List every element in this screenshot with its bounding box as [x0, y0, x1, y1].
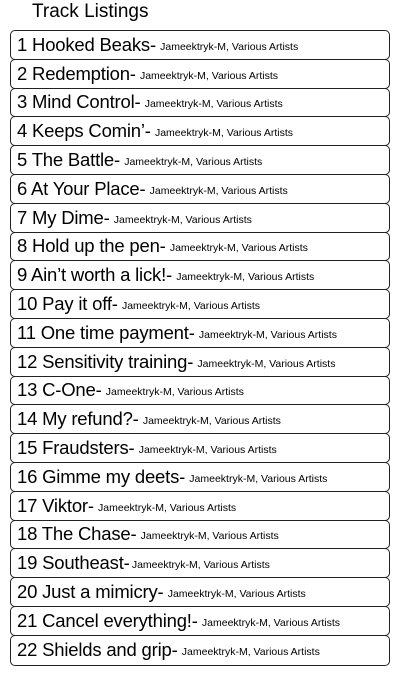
track-separator: -: [95, 379, 102, 401]
track-row[interactable]: [10, 404, 390, 434]
track-separator: -: [149, 33, 157, 55]
track-artists: Jameektryk-M, Various Artists: [131, 559, 270, 572]
track-title: 1 Hooked Beaks: [17, 33, 150, 55]
track-row[interactable]: [10, 635, 390, 666]
track-row[interactable]: [10, 145, 390, 175]
track-separator: -: [114, 149, 121, 171]
track-separator: -: [187, 350, 194, 372]
track-separator: -: [132, 408, 139, 430]
track-row[interactable]: [10, 260, 390, 290]
track-title: 5 The Battle: [17, 149, 115, 171]
track-row[interactable]: [10, 376, 390, 406]
track-row[interactable]: [10, 289, 390, 319]
track-title: 13 C-One: [17, 379, 96, 401]
track-row[interactable]: [10, 577, 390, 607]
track-separator: -: [171, 639, 178, 661]
track-title: 3 Mind Control: [17, 91, 135, 113]
track-separator: -: [179, 465, 186, 487]
track-title: 20 Just a mimicry: [17, 581, 158, 603]
track-title: 14 My refund?: [17, 408, 133, 430]
track-row[interactable]: [10, 548, 390, 578]
track-title: 11 One time payment: [17, 321, 189, 343]
track-separator: -: [111, 293, 118, 315]
track-separator: -: [139, 177, 146, 199]
track-artists: Jameektryk-M, Various Artists: [105, 386, 244, 399]
track-row[interactable]: [10, 491, 390, 521]
track-title: 15 Fraudsters: [17, 437, 129, 459]
track-title: 17 Viktor: [17, 494, 88, 516]
track-title: 16 Gimme my deets: [17, 465, 180, 487]
track-separator: -: [144, 120, 151, 142]
track-artists: Jameektryk-M, Various Artists: [198, 328, 337, 341]
track-separator: -: [157, 581, 164, 603]
track-row[interactable]: [10, 174, 390, 204]
track-artists: Jameektryk-M, Various Artists: [189, 472, 328, 485]
track-separator: -: [188, 321, 195, 343]
track-artists: Jameektryk-M, Various Artists: [98, 501, 237, 514]
track-separator: -: [134, 91, 141, 113]
track-row[interactable]: [10, 30, 390, 60]
track-row[interactable]: [10, 606, 390, 636]
track-artists: Jameektryk-M, Various Artists: [149, 184, 288, 197]
track-separator: -: [103, 206, 110, 228]
track-artists: Jameektryk-M, Various Artists: [181, 646, 320, 659]
track-artists: Jameektryk-M, Various Artists: [113, 213, 252, 226]
track-artists: Jameektryk-M, Various Artists: [139, 69, 279, 82]
track-title: 22 Shields and grip: [17, 639, 172, 661]
track-title: 8 Hold up the pen: [17, 235, 160, 257]
track-title: 9 Ain’t worth a lick!: [17, 264, 167, 286]
track-title: 19 Southeast: [17, 552, 124, 574]
track-row[interactable]: [10, 203, 390, 233]
track-title: 10 Pay it off: [17, 293, 112, 315]
track-title: 2 Redemption: [17, 62, 130, 84]
track-title: 12 Sensitivity training: [17, 350, 188, 372]
track-artists: Jameektryk-M, Various Artists: [154, 127, 294, 140]
track-separator: -: [128, 437, 135, 459]
track-row[interactable]: [10, 433, 390, 463]
track-artists: Jameektryk-M, Various Artists: [176, 271, 315, 284]
track-separator: -: [159, 235, 166, 257]
track-artists: Jameektryk-M, Various Artists: [169, 242, 308, 255]
track-row[interactable]: [10, 88, 390, 118]
page-title: Track Listings: [32, 1, 149, 22]
track-title: 6 At Your Place: [17, 177, 140, 199]
track-separator: -: [130, 523, 137, 545]
track-row[interactable]: [10, 347, 390, 377]
track-artists: Jameektryk-M, Various Artists: [144, 98, 283, 111]
track-row[interactable]: [10, 462, 390, 492]
track-row[interactable]: [10, 318, 390, 348]
track-artists: Jameektryk-M, Various Artists: [124, 156, 263, 169]
track-row[interactable]: [10, 232, 390, 262]
track-row[interactable]: [10, 59, 390, 89]
track-list: [10, 30, 390, 666]
track-title: 18 The Chase: [17, 523, 131, 545]
track-separator: -: [166, 264, 173, 286]
track-separator: -: [87, 494, 95, 516]
track-title: 4 Keeps Comin’: [17, 120, 145, 142]
track-artists: Jameektryk-M, Various Artists: [142, 415, 281, 428]
track-artists: Jameektryk-M, Various Artists: [167, 588, 306, 601]
track-artists: Jameektryk-M, Various Artists: [121, 300, 261, 313]
track-separator: -: [129, 62, 136, 84]
track-artists: Jameektryk-M, Various Artists: [197, 357, 336, 370]
track-artists: Jameektryk-M, Various Artists: [201, 616, 341, 629]
track-row[interactable]: [10, 116, 390, 146]
track-separator: -: [123, 552, 130, 574]
track-artists: Jameektryk-M, Various Artists: [140, 530, 279, 543]
track-artists: Jameektryk-M, Various Artists: [138, 444, 277, 457]
track-row[interactable]: [10, 520, 390, 550]
track-title: 7 My Dime: [17, 206, 104, 228]
track-separator: -: [191, 609, 198, 631]
track-title: 21 Cancel everything!: [17, 609, 192, 631]
track-artists: Jameektryk-M, Various Artists: [160, 40, 299, 53]
